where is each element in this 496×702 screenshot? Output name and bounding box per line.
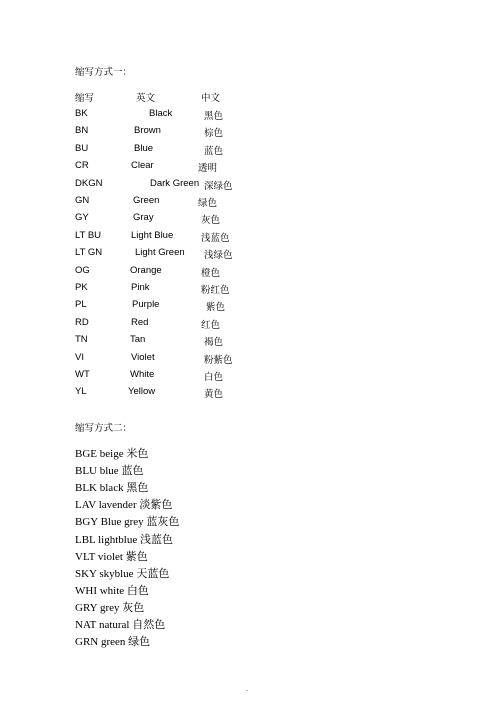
- chinese-cell: 透明: [198, 163, 218, 175]
- section2-title: 缩写方式二：: [75, 423, 133, 434]
- abbr-cell: TN: [75, 334, 88, 346]
- chinese-cell: 浅蓝色: [201, 232, 230, 244]
- list-item: BGE beige 米色: [75, 448, 149, 460]
- chinese-cell: 绿色: [198, 198, 218, 209]
- list-item: GRN green 绿色: [75, 636, 151, 649]
- english-cell: Tan: [130, 334, 146, 346]
- abbr-cell: BK: [75, 108, 88, 119]
- abbr-cell: BN: [75, 125, 89, 137]
- list-item: BLU blue 蓝色: [75, 465, 144, 478]
- english-cell: Blue: [134, 142, 154, 154]
- abbr-cell: VI: [75, 351, 84, 363]
- chinese-cell: 褐色: [204, 337, 224, 349]
- list-item: BLK black 黑色: [75, 482, 149, 495]
- english-cell: Purple: [132, 299, 160, 311]
- chinese-cell: 紫色: [206, 302, 226, 314]
- english-cell: Light Green: [135, 247, 185, 259]
- abbr-cell: LT GN: [75, 247, 103, 259]
- list-item: LAV lavender 淡紫色: [75, 499, 173, 512]
- abbr-cell: RD: [75, 316, 89, 328]
- chinese-cell: 棕色: [204, 128, 224, 140]
- chinese-cell: 粉紫色: [204, 354, 233, 366]
- abbr-cell: YL: [75, 386, 87, 398]
- list-item: VLT violet 紫色: [75, 550, 148, 563]
- english-cell: White: [130, 369, 155, 380]
- chinese-cell: 黄色: [204, 389, 224, 401]
- english-cell: Yellow: [128, 386, 156, 398]
- english-cell: Gray: [133, 212, 154, 224]
- chinese-cell: 白色: [204, 372, 224, 383]
- chinese-cell: 深绿色: [204, 180, 233, 192]
- chinese-cell: 黑色: [204, 111, 224, 122]
- chinese-cell: 浅绿色: [204, 250, 233, 262]
- abbr-cell: LT BU: [75, 229, 102, 241]
- chinese-cell: 红色: [201, 319, 221, 331]
- chinese-cell: 橙色: [201, 267, 221, 279]
- list-item: WHI white 白色: [75, 584, 149, 597]
- abbr-cell: GN: [75, 195, 90, 206]
- english-cell: Green: [133, 195, 160, 206]
- english-cell: Clear: [131, 160, 154, 172]
- english-cell: Pink: [131, 282, 150, 293]
- chinese-cell: 灰色: [201, 215, 221, 227]
- list-item: SKY skyblue 天蓝色: [75, 567, 170, 580]
- chinese-cell: 粉红色: [201, 285, 230, 296]
- column-header-abbr: 缩写: [75, 93, 95, 104]
- english-cell: Violet: [131, 351, 155, 363]
- abbr-cell: BU: [75, 142, 89, 154]
- abbr-cell: CR: [75, 160, 89, 172]
- chinese-cell: 蓝色: [204, 145, 224, 157]
- list-item: GRY grey 灰色: [75, 601, 145, 614]
- list-item: BGY Blue grey 蓝灰色: [75, 516, 180, 529]
- list-item: NAT natural 自然色: [75, 619, 166, 631]
- english-cell: Brown: [134, 125, 161, 137]
- abbr-cell: OG: [75, 264, 90, 276]
- abbr-cell: GY: [75, 212, 89, 224]
- abbr-cell: DKGN: [75, 177, 103, 189]
- abbr-cell: WT: [75, 369, 90, 380]
- english-cell: Light Blue: [131, 229, 174, 241]
- section1-title: 缩写方式一：: [75, 67, 133, 78]
- english-cell: Orange: [130, 264, 162, 276]
- column-header-english: 英文: [136, 93, 156, 104]
- english-cell: Black: [149, 108, 173, 119]
- footer-mark: .: [246, 684, 249, 693]
- column-header-chinese: 中文: [201, 93, 221, 104]
- list-item: LBL lightblue 浅蓝色: [75, 533, 173, 546]
- english-cell: Dark Green: [150, 177, 200, 189]
- abbr-cell: PK: [75, 282, 88, 293]
- english-cell: Red: [131, 316, 149, 328]
- abbr-cell: PL: [75, 299, 87, 311]
